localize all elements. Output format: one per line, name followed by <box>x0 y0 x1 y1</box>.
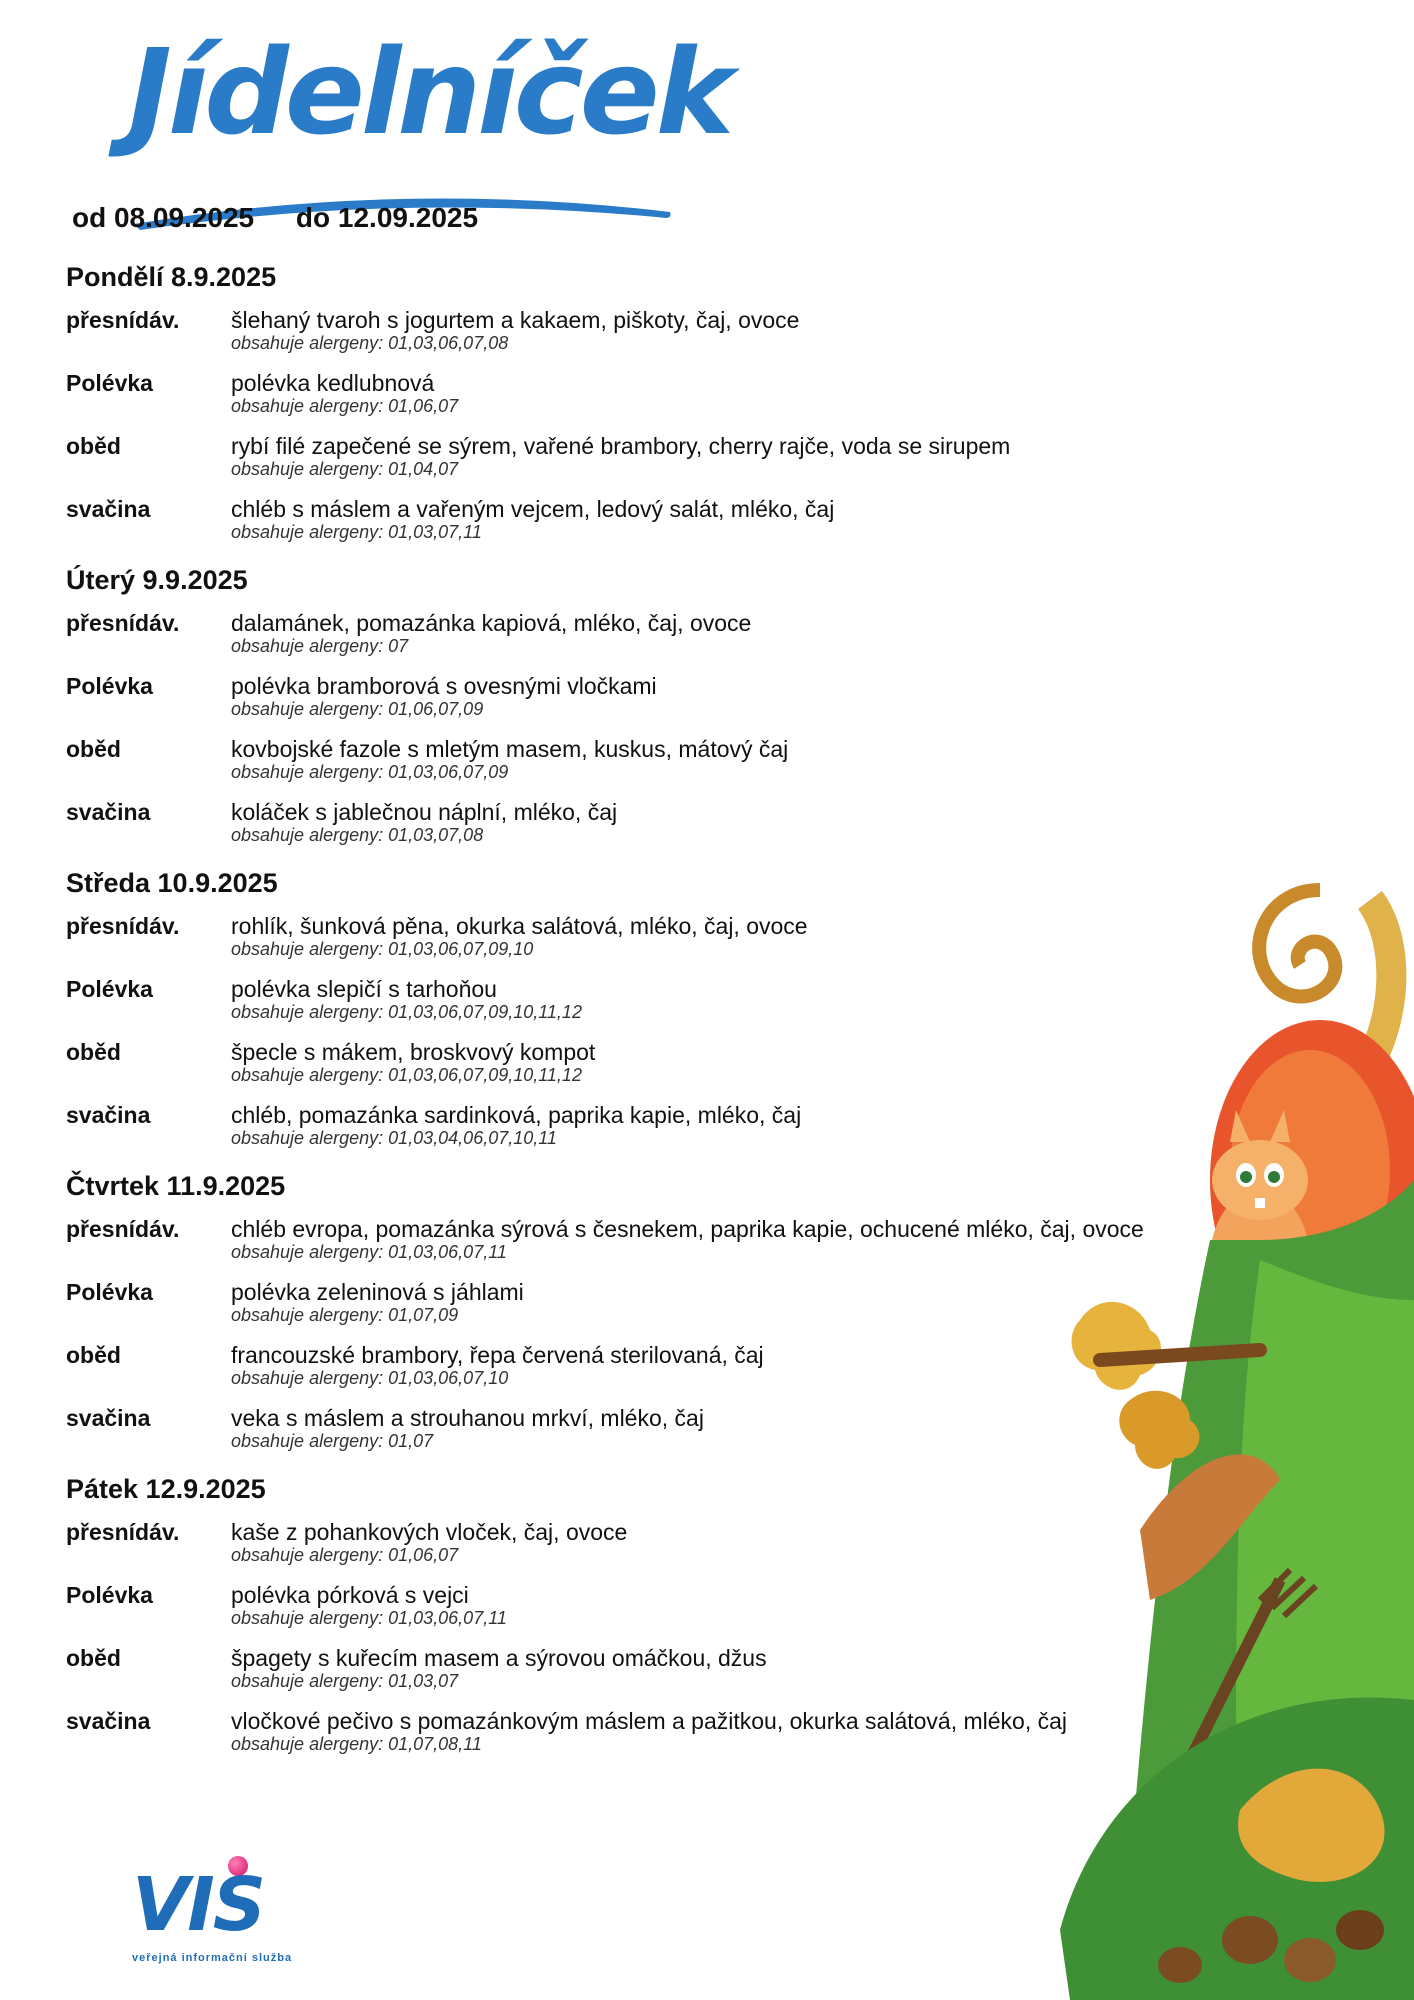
meal-label: svačina <box>66 799 151 825</box>
meal-label: přesnídáv. <box>66 1216 180 1242</box>
meal-allergens: obsahuje alergeny: 01,03,04,06,07,10,11 <box>231 1128 557 1148</box>
meal-name: polévka kedlubnová <box>231 370 435 396</box>
meal-label: Polévka <box>66 976 153 1002</box>
meal-name: vločkové pečivo s pomazánkovým máslem a pažitkou, okurka salátová, mléko, čaj <box>231 1708 1068 1734</box>
day-title: Pondělí 8.9.2025 <box>66 262 277 292</box>
meal-body <box>231 1342 764 1388</box>
meal-label: oběd <box>66 433 121 459</box>
meal-name: dalamánek, pomazánka kapiová, mléko, čaj, ovoce <box>231 610 752 636</box>
meal-label: svačina <box>66 1708 151 1734</box>
meal-allergens: obsahuje alergeny: 01,03,07,08 <box>231 825 484 845</box>
meal-name: špagety s kuřecím masem a sýrovou omáčkou, džus <box>231 1645 767 1671</box>
meal-name: polévka pórková s vejci <box>231 1582 469 1608</box>
meal-allergens: obsahuje alergeny: 01,03,06,07,08 <box>231 333 509 353</box>
meal-name: kaše z pohankových vloček, čaj, ovoce <box>231 1519 628 1545</box>
meal-name: špecle s mákem, broskvový kompot <box>231 1039 596 1065</box>
meal-allergens: obsahuje alergeny: 01,03,06,07,09,10,11,12 <box>231 1002 582 1022</box>
meal-allergens: obsahuje alergeny: 01,03,06,07,11 <box>231 1242 507 1262</box>
meal-label: Polévka <box>66 673 153 699</box>
meal-body <box>231 1039 595 1085</box>
meal-name: chléb s máslem a vařeným vejcem, ledový salát, mléko, čaj <box>231 496 835 522</box>
meal-allergens: obsahuje alergeny: 01,07,09 <box>231 1305 459 1325</box>
meal-body <box>231 1102 801 1148</box>
meal-allergens: obsahuje alergeny: 01,06,07 <box>231 396 459 416</box>
meal-row <box>66 799 1246 862</box>
meal-name: šlehaný tvaroh s jogurtem a kakaem, piškoty, čaj, ovoce <box>231 307 800 333</box>
meal-body <box>231 1708 1067 1754</box>
meal-label: svačina <box>66 496 151 522</box>
meal-body <box>231 799 617 845</box>
day-title: Pátek 12.9.2025 <box>66 1474 266 1504</box>
logo-text: VIS <box>132 1862 265 1948</box>
meal-name: polévka bramborová s ovesnými vločkami <box>231 673 657 699</box>
meal-label: svačina <box>66 1102 151 1128</box>
meal-row <box>66 433 1246 496</box>
meal-name: francouzské brambory, řepa červená sterilovaná, čaj <box>231 1342 764 1368</box>
meal-label: oběd <box>66 736 121 762</box>
meal-body <box>231 1582 507 1628</box>
meal-row <box>66 307 1246 370</box>
day-title: Čtvrtek 11.9.2025 <box>66 1171 286 1201</box>
meal-row <box>66 673 1246 736</box>
meal-allergens: obsahuje alergeny: 01,06,07,09 <box>231 699 484 719</box>
meal-allergens: obsahuje alergeny: 01,03,07,11 <box>231 522 482 542</box>
meal-label: oběd <box>66 1342 121 1368</box>
meal-body <box>231 673 657 719</box>
meal-body <box>231 1216 1144 1262</box>
meal-name: veka s máslem a strouhanou mrkví, mléko, čaj <box>231 1405 704 1431</box>
meal-label: Polévka <box>66 1582 153 1608</box>
meal-name: chléb evropa, pomazánka sýrová s česnekem, paprika kapie, ochucené mléko, čaj, ovoce <box>231 1216 1144 1242</box>
day-section <box>66 565 1246 862</box>
meal-allergens: obsahuje alergeny: 01,06,07 <box>231 1545 459 1565</box>
meal-label: přesnídáv. <box>66 307 180 333</box>
meal-name: rybí filé zapečené se sýrem, vařené brambory, cherry rajče, voda se sirupem <box>231 433 1011 459</box>
meal-label: oběd <box>66 1039 121 1065</box>
meal-body <box>231 433 1010 479</box>
meal-allergens: obsahuje alergeny: 01,03,06,07,09,10 <box>231 939 534 959</box>
meal-body <box>231 1279 524 1325</box>
meal-body <box>231 913 808 959</box>
meal-name: chléb, pomazánka sardinková, paprika kapie, mléko, čaj <box>231 1102 802 1128</box>
meal-name: polévka zeleninová s jáhlami <box>231 1279 524 1305</box>
meal-name: koláček s jablečnou náplní, mléko, čaj <box>231 799 618 825</box>
meal-body <box>231 976 582 1022</box>
meal-row <box>66 370 1246 433</box>
meal-body <box>231 1405 704 1451</box>
vis-logo <box>128 1848 348 1988</box>
menu-title-logo <box>120 22 731 222</box>
meal-label: přesnídáv. <box>66 610 180 636</box>
meal-allergens: obsahuje alergeny: 01,07,08,11 <box>231 1734 482 1754</box>
meal-allergens: obsahuje alergeny: 01,03,06,07,10 <box>231 1368 509 1388</box>
meal-name: rohlík, šunková pěna, okurka salátová, mléko, čaj, ovoce <box>231 913 808 939</box>
meal-allergens: obsahuje alergeny: 01,03,06,07,09 <box>231 762 509 782</box>
meal-allergens: obsahuje alergeny: 01,07 <box>231 1431 434 1451</box>
meal-allergens: obsahuje alergeny: 01,03,07 <box>231 1671 459 1691</box>
meal-body <box>231 736 788 782</box>
meal-label: svačina <box>66 1405 151 1431</box>
meal-label: přesnídáv. <box>66 1519 180 1545</box>
meal-name: kovbojské fazole s mletým masem, kuskus, mátový čaj <box>231 736 789 762</box>
meal-body <box>231 496 834 542</box>
date-range <box>72 202 478 234</box>
date-from: od 08.09.2025 <box>72 202 255 233</box>
meal-row <box>66 736 1246 799</box>
meal-row <box>66 610 1246 673</box>
meal-body <box>231 1519 627 1565</box>
squirrel-autumn-illustration <box>1060 880 1414 2000</box>
day-title: Úterý 9.9.2025 <box>66 565 248 595</box>
meal-label: přesnídáv. <box>66 913 180 939</box>
meal-row <box>66 496 1246 559</box>
logo-caption: veřejná informační služba <box>132 1952 293 1964</box>
date-to: do 12.09.2025 <box>295 202 479 233</box>
meal-allergens: obsahuje alergeny: 01,04,07 <box>231 459 459 479</box>
day-section <box>66 262 1246 559</box>
meal-allergens: obsahuje alergeny: 07 <box>231 636 409 656</box>
meal-body <box>231 1645 767 1691</box>
meal-body <box>231 370 458 416</box>
meal-body <box>231 307 799 353</box>
day-title: Středa 10.9.2025 <box>66 868 278 898</box>
page-title: Jídelníček <box>128 23 731 161</box>
meal-body <box>231 610 751 656</box>
meal-allergens: obsahuje alergeny: 01,03,06,07,11 <box>231 1608 507 1628</box>
meal-label: Polévka <box>66 370 153 396</box>
meal-allergens: obsahuje alergeny: 01,03,06,07,09,10,11,12 <box>231 1065 582 1085</box>
meal-name: polévka slepičí s tarhoňou <box>231 976 497 1002</box>
meal-label: Polévka <box>66 1279 153 1305</box>
meal-label: oběd <box>66 1645 121 1671</box>
